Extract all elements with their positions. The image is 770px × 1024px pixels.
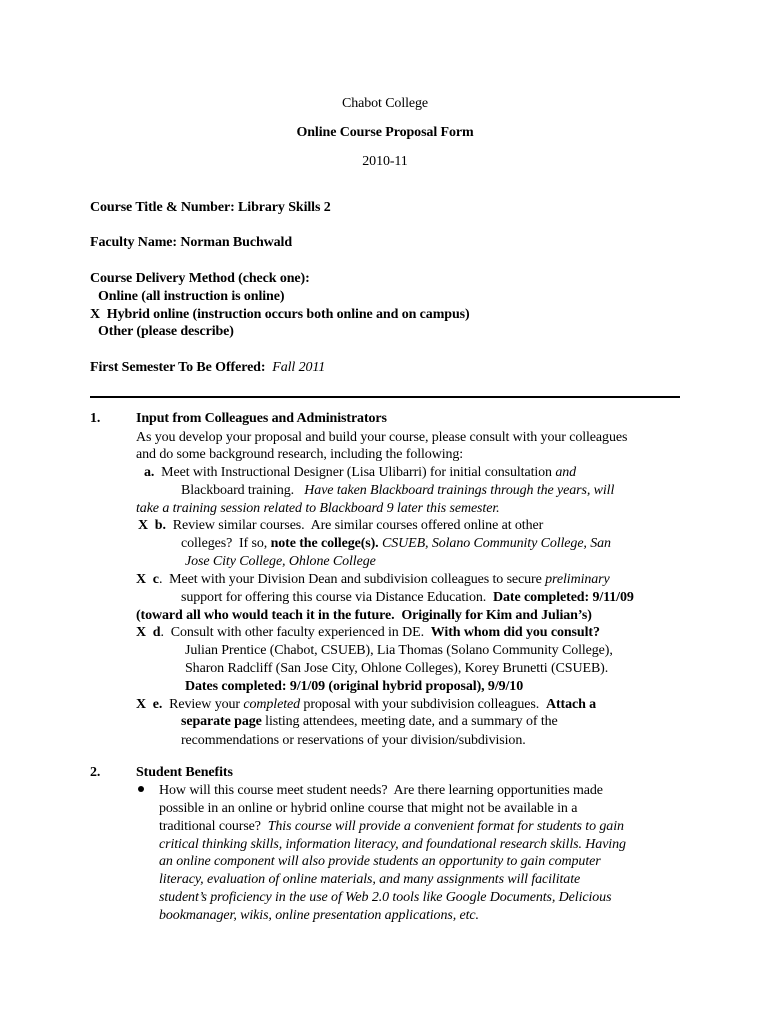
item-d-line: Sharon Radcliff (San Jose City, Ohlone Colleges), Korey Brunetti (CSUEB). [185,661,609,676]
item-b-marker: X b. [138,518,166,533]
item-a-line: Blackboard training. Have taken Blackboard trainings through the years, will [181,483,615,498]
item-e-line: X e. Review your completed proposal with your subdivision colleagues. Attach a [136,697,597,712]
first-semester-label: First Semester To Be Offered: [90,360,266,375]
section-2-question-line: How will this course meet student needs? Are there learning opportunities made [159,783,603,798]
section-2-answer-line: literacy, evaluation of online materials, and many assignments will facilitate [159,872,581,887]
form-title: Online Course Proposal Form [296,125,474,140]
item-e-marker: X e. [136,697,163,712]
bullet-icon [138,786,144,792]
item-c-line: support for offering this course via Distance Education. Date completed: 9/11/09 [181,590,634,605]
section-1-number: 1. [90,411,101,426]
course-title-number: Course Title & Number: Library Skills 2 [90,200,331,215]
item-a-line: a. Meet with Instructional Designer (Lisa Ulibarri) for initial consultation and [144,465,577,480]
section-2-heading: Student Benefits [136,765,233,780]
item-e-line: separate page listing attendees, meeting date, and a summary of the [181,714,558,729]
section-divider [90,396,680,398]
item-b-line: X b. Review similar courses. Are similar courses offered online at other [138,518,544,533]
item-b-line: colleges? If so, note the college(s). CSUEB, Solano Community College, San [181,536,611,551]
delivery-method-label: Course Delivery Method (check one): [90,271,310,286]
section-1-intro-line: As you develop your proposal and build your course, please consult with your colleagues [136,430,628,445]
item-d-line: Julian Prentice (Chabot, CSUEB), Lia Thomas (Solano Community College), [185,643,613,658]
item-a-line: take a training session related to Blackboard 9 later this semester. [136,501,500,516]
first-semester [90,359,325,376]
item-a-marker: a. [144,465,155,480]
first-semester-value: Fall 2011 [272,360,326,375]
item-d-line: X d. Consult with other faculty experienced in DE. With whom did you consult? [136,625,600,640]
section-2-answer-line: an online component will also provide students an opportunity to gain computer [159,854,601,869]
item-b-line: Jose City College, Ohlone College [185,554,376,569]
section-2-number: 2. [90,765,101,780]
section-1-heading: Input from Colleagues and Administrators [136,411,387,426]
delivery-option-other: Other (please describe) [98,324,234,339]
section-2-answer-line: bookmanager, wikis, online presentation applications, etc. [159,908,479,923]
item-c-line: (toward all who would teach it in the future. Originally for Kim and Julian’s) [136,608,592,623]
item-c-marker: X c [136,572,159,587]
item-d-line: Dates completed: 9/1/09 (original hybrid proposal), 9/9/10 [185,679,524,694]
section-1-intro-line: and do some background research, including the following: [136,447,464,462]
section-2-answer-line: critical thinking skills, information literacy, and foundational research skills. Having [159,837,626,852]
item-c-line: X c. Meet with your Division Dean and subdivision colleagues to secure preliminary [136,572,610,587]
delivery-option-hybrid: X Hybrid online (instruction occurs both online and on campus) [90,307,470,322]
item-d-marker: X d [136,625,161,640]
section-2-answer-line: student’s proficiency in the use of Web 2.0 tools like Google Documents, Delicious [159,890,612,905]
form-year: 2010-11 [362,154,408,169]
faculty-name: Faculty Name: Norman Buchwald [90,235,293,250]
item-e-line: recommendations or reservations of your division/subdivision. [181,733,526,748]
college-name: Chabot College [341,96,429,111]
section-2-question-line: possible in an online or hybrid online course that might not be available in a [159,801,578,816]
delivery-option-online: Online (all instruction is online) [98,289,285,304]
section-2-question-line: traditional course? This course will provide a convenient format for students to gain [159,819,624,834]
